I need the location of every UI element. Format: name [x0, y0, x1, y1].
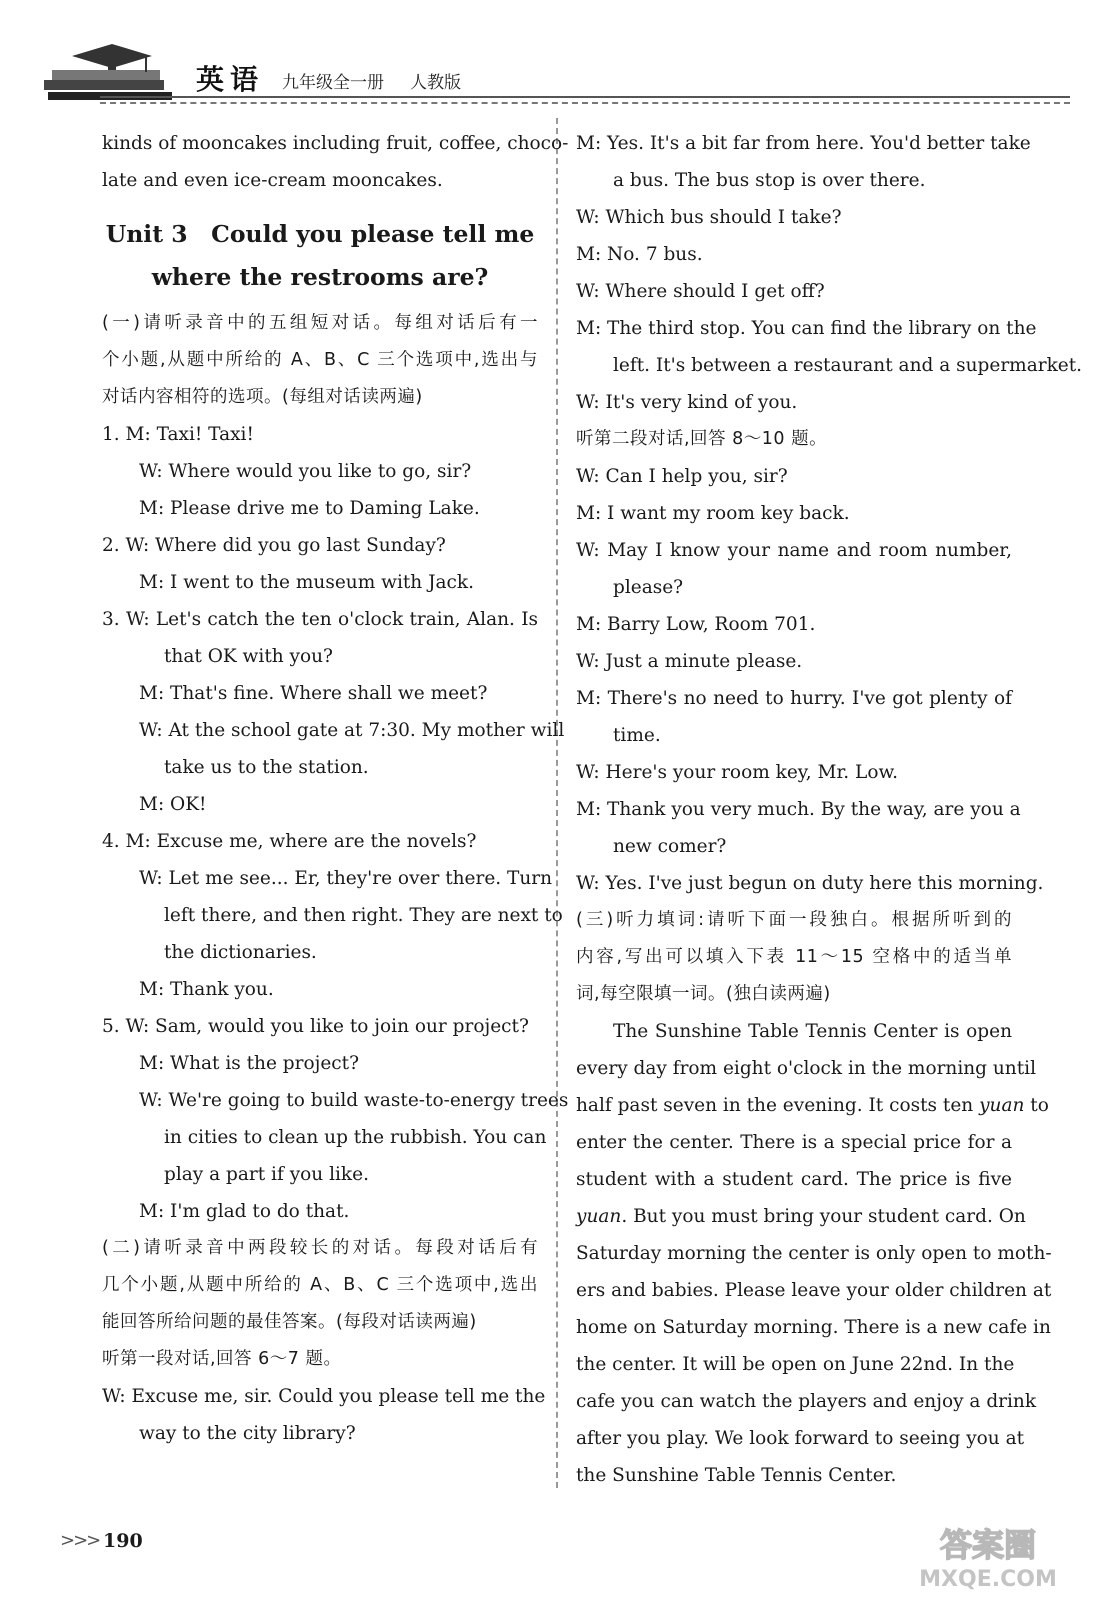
dialog-line: that OK with you?	[164, 646, 333, 667]
section-instruction: 个小题,从题中所给的 A、B、C 三个选项中,选出与	[102, 350, 538, 370]
watermark-domain: MXQE.COM	[919, 1567, 1057, 1592]
dialog-line: in cities to clean up the rubbish. You can	[164, 1127, 547, 1148]
section-instruction: 对话内容相符的选项。(每组对话读两遍)	[102, 387, 423, 407]
dialog-line: M: What is the project?	[139, 1053, 360, 1074]
dialog-line: M: Barry Low, Room 701.	[576, 614, 816, 635]
dialog-line: M: Please drive me to Daming Lake.	[139, 498, 480, 519]
dialog-line: take us to the station.	[164, 757, 369, 778]
dialog-line: M: That's fine. Where shall we meet?	[139, 683, 488, 704]
right-column	[576, 125, 1083, 1494]
dialog-line: W: At the school gate at 7:30. My mother will	[139, 720, 565, 741]
dialog-line: M: OK!	[139, 794, 207, 815]
monologue-line: Saturday morning the center is only open to moth-	[576, 1243, 1052, 1264]
monologue-line: the Sunshine Table Tennis Center.	[576, 1465, 897, 1486]
grade-label: 九年级全一册	[282, 73, 384, 93]
dialog-line: M: I'm glad to do that.	[139, 1201, 350, 1222]
dialog-line: W: Which bus should I take?	[576, 207, 842, 228]
dialog-line: a bus. The bus stop is over there.	[613, 170, 926, 191]
monologue-line: half past seven in the evening. It costs ten yuan to	[576, 1095, 1049, 1116]
dialog-line: W: Here's your room key, Mr. Low.	[576, 762, 898, 783]
dialog-line: W: May I know your name and room number,	[576, 540, 1012, 561]
dialog-line: left. It's between a restaurant and a supermarket.	[613, 355, 1083, 376]
dialog-line: M: No. 7 bus.	[576, 244, 703, 265]
monologue-line: student with a student card. The price is five	[576, 1169, 1012, 1190]
dialog-line: W: It's very kind of you.	[576, 392, 798, 413]
watermark-logo	[888, 1522, 1088, 1592]
monologue-line: home on Saturday morning. There is a new cafe in	[576, 1317, 1051, 1338]
section-instruction: 词,每空限填一词。(独白读两遍)	[576, 984, 831, 1004]
dialog-line: way to the city library?	[139, 1423, 356, 1444]
monologue-line: yuan. But you must bring your student card. On	[576, 1206, 1026, 1227]
unit-heading	[102, 199, 538, 305]
dialog-line: M: I went to the museum with Jack.	[139, 572, 475, 593]
left-column	[102, 125, 569, 1452]
text-line: kinds of mooncakes including fruit, coffee, choco-	[102, 133, 569, 154]
section-instruction: (三)听力填词:请听下面一段独白。根据所听到的	[576, 910, 1012, 930]
footer-arrows-icon: >>>	[60, 1530, 100, 1551]
monologue-line: enter the center. There is a special price for a	[576, 1132, 1012, 1153]
page-number: 190	[103, 1530, 143, 1552]
dialog-line: W: Excuse me, sir. Could you please tell me the	[102, 1386, 546, 1407]
dialog-line: 3. W: Let's catch the ten o'clock train, Alan. Is	[102, 609, 538, 630]
monologue-line: The Sunshine Table Tennis Center is open	[613, 1021, 1012, 1042]
dialog-line: M: There's no need to hurry. I've got plenty of	[576, 688, 1012, 709]
dialog-line: M: I want my room key back.	[576, 503, 850, 524]
dialog-line: 5. W: Sam, would you like to join our project?	[102, 1016, 529, 1037]
monologue-line: every day from eight o'clock in the morning until	[576, 1058, 1036, 1079]
section-instruction: 能回答所给问题的最佳答案。(每段对话读两遍)	[102, 1312, 477, 1332]
dialog-line: 4. M: Excuse me, where are the novels?	[102, 831, 477, 852]
dialog-line: M: Thank you.	[139, 979, 274, 1000]
watermark-text: 答案圈	[939, 1526, 1037, 1564]
dialog-line: M: Thank you very much. By the way, are you a	[576, 799, 1021, 820]
dialog-line: play a part if you like.	[164, 1164, 369, 1185]
dialog-line: time.	[613, 725, 661, 746]
page-header	[0, 0, 1100, 112]
dialog-line: W: Just a minute please.	[576, 651, 803, 672]
subject-title: 英语	[196, 63, 265, 96]
dialog-line: W: Yes. I've just begun on duty here this morning.	[576, 873, 1044, 894]
dialog-line: please?	[613, 577, 684, 598]
header-dashed-rule	[100, 102, 1070, 104]
dialog-line: W: Where would you like to go, sir?	[139, 461, 472, 482]
section-instruction: (一)请听录音中的五组短对话。每组对话后有一	[102, 313, 538, 333]
dialog-line: W: Can I help you, sir?	[576, 466, 788, 487]
monologue-line: the center. It will be open on June 22nd. In the	[576, 1354, 1015, 1375]
dialog-line: W: We're going to build waste-to-energy trees	[139, 1090, 569, 1111]
section-instruction: 听第一段对话,回答 6～7 题。	[102, 1349, 342, 1369]
dialog-line: 1. M: Taxi! Taxi!	[102, 424, 254, 445]
section-instruction: (二)请听录音中两段较长的对话。每段对话后有	[102, 1238, 538, 1258]
dialog-line: W: Let me see... Er, they're over there. Turn	[139, 868, 553, 889]
dialog-line: the dictionaries.	[164, 942, 317, 963]
header-rule	[100, 96, 1070, 98]
monologue-line: ers and babies. Please leave your older children at	[576, 1280, 1052, 1301]
text-line: late and even ice-cream mooncakes.	[102, 170, 443, 191]
dialog-intro: 听第二段对话,回答 8～10 题。	[576, 429, 828, 449]
section-instruction: 内容,写出可以填入下表 11～15 空格中的适当单	[576, 947, 1012, 967]
dialog-line: M: Yes. It's a bit far from here. You'd better take	[576, 133, 1031, 154]
column-divider	[556, 118, 558, 1488]
dialog-line: new comer?	[613, 836, 727, 857]
dialog-line: left there, and then right. They are next to	[164, 905, 563, 926]
section-instruction: 几个小题,从题中所给的 A、B、C 三个选项中,选出	[102, 1275, 538, 1295]
dialog-line: M: The third stop. You can find the library on the	[576, 318, 1037, 339]
monologue-line: cafe you can watch the players and enjoy a drink	[576, 1391, 1037, 1412]
dialog-line: 2. W: Where did you go last Sunday?	[102, 535, 446, 556]
unit-title-line: Unit 3 Could you please tell me	[105, 220, 535, 248]
dialog-line: W: Where should I get off?	[576, 281, 825, 302]
unit-title-line: where the restrooms are?	[151, 263, 489, 291]
monologue-line: after you play. We look forward to seeing you at	[576, 1428, 1025, 1449]
edition-label: 人教版	[410, 73, 461, 93]
